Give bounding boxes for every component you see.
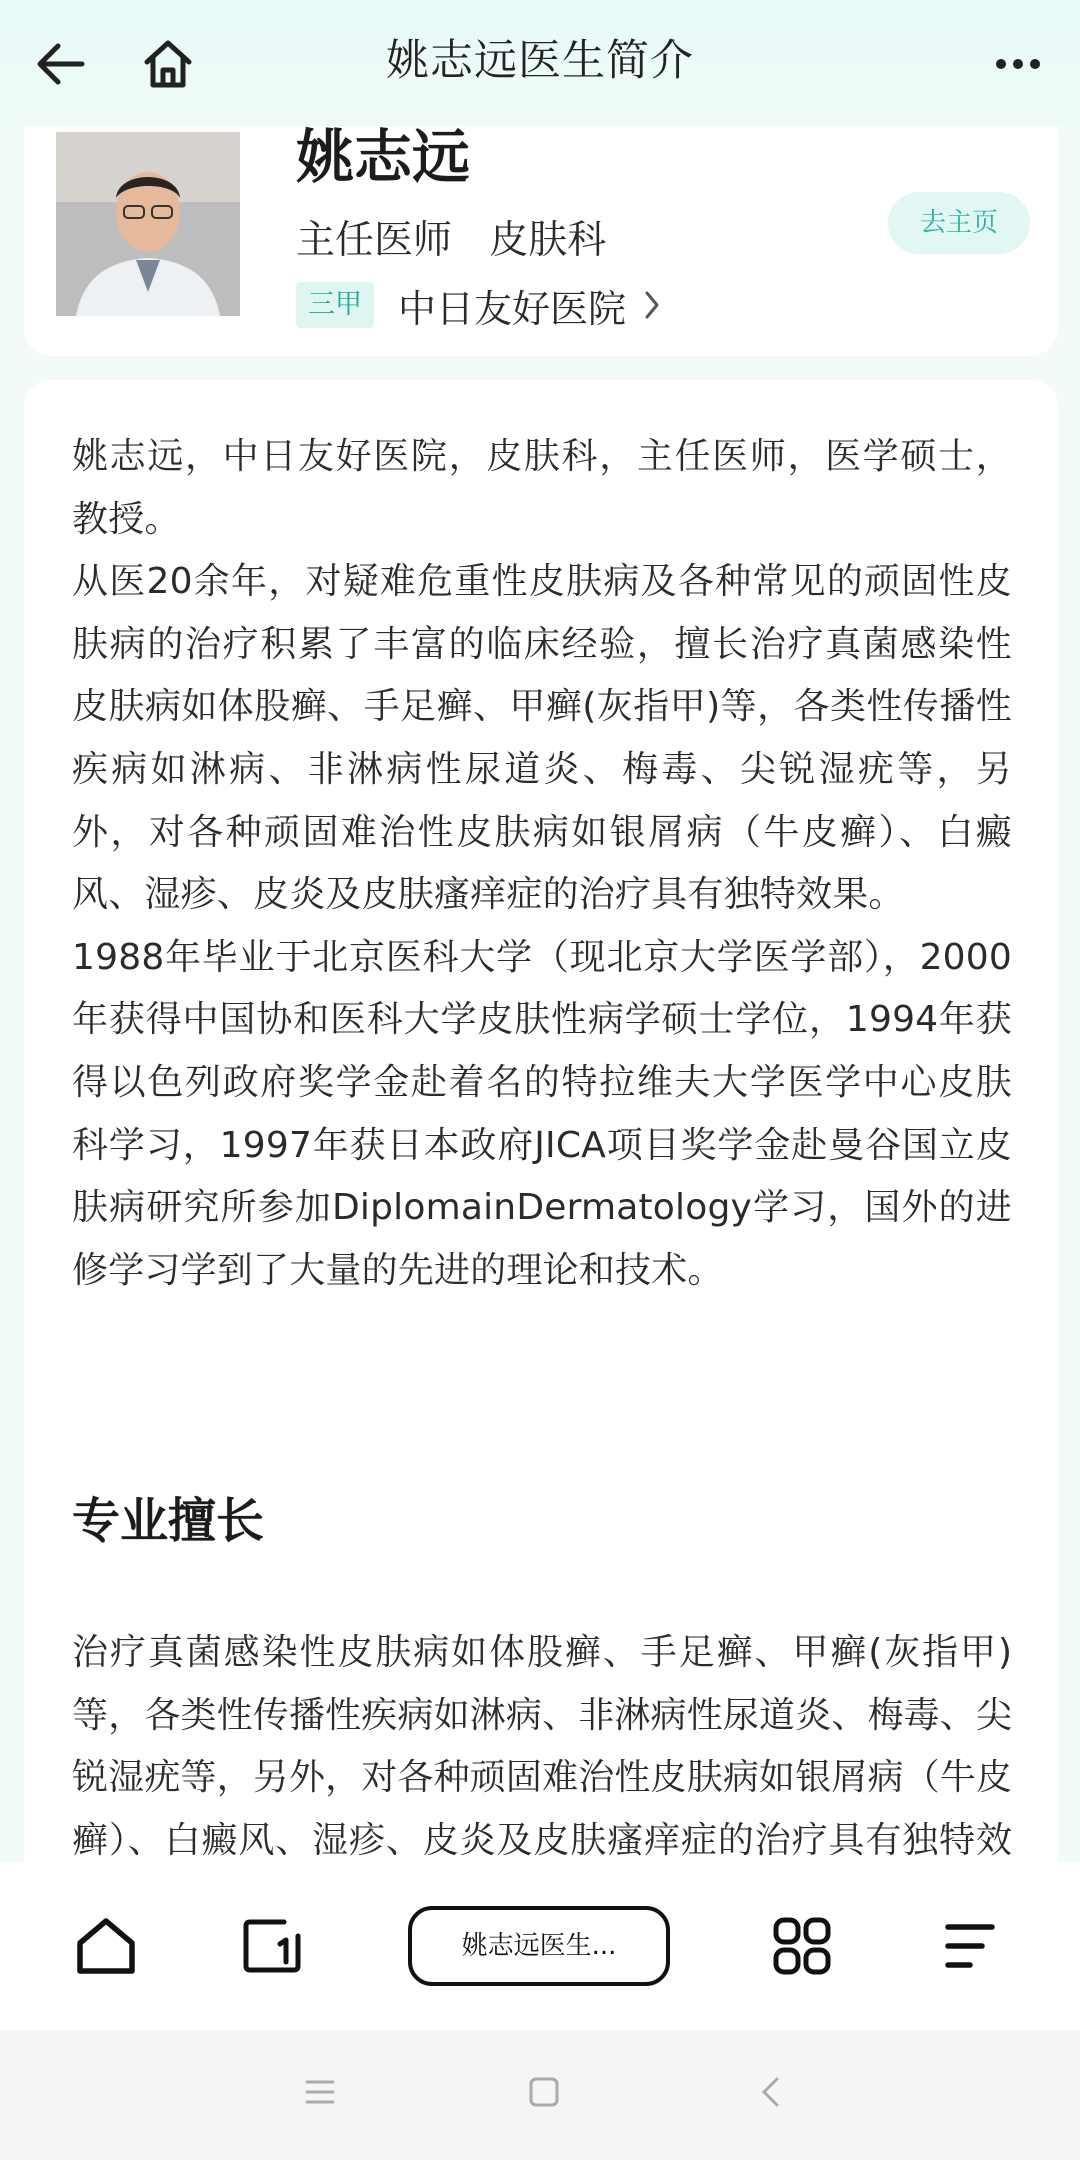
page-title: 姚志远医生简介 [386,36,694,86]
hospital-name: 中日友好医院 [398,286,627,331]
go-homepage-button[interactable]: 去主页 [888,192,1030,254]
doctor-intro-card [24,380,1058,1880]
grid-icon[interactable] [766,1910,838,1982]
recent-apps-icon[interactable] [290,2062,350,2122]
browser-toolbar [0,1862,1080,2030]
tabs-icon[interactable] [236,1910,308,1982]
system-home-icon[interactable] [514,2062,574,2122]
intro-paragraph: 姚志远，中日友好医院，皮肤科，主任医师，医学硕士，教授。 [72,436,1012,540]
doctor-profile-card [24,123,1058,356]
doctor-title-department: 主任医师 皮肤科 [296,218,607,263]
hospital-link[interactable] [296,278,660,332]
browser-home-icon[interactable] [70,1910,142,1982]
system-back-icon[interactable] [740,2062,800,2122]
intro-paragraph: 从医20余年，对疑难危重性皮肤病及各种常见的顽固性皮肤病的治疗积累了丰富的临床经验，擅长治疗真菌感染性皮肤病如体股癣、手足癣、甲癣(灰指甲)等，各类性传播性疾病如淋病、非淋病性尿道炎、梅毒、尖锐湿疣等，另外，对各种顽固难治性皮肤病如银屑病（牛皮癣）、白癜风、湿疹、皮炎及皮肤瘙痒症的治疗具有独特效果。 [72,561,1012,916]
top-bar [0,0,1080,126]
specialty-text: 治疗真菌感染性皮肤病如体股癣、手足癣、甲癣(灰指甲)等，各类性传播性疾病如淋病、非淋病性尿道炎、梅毒、尖锐湿疣等，另外，对各种顽固难治性皮肤病如银屑病（牛皮癣）、白癜风、湿疹、皮炎及皮肤瘙痒症的治疗具有独特效 [72,1632,1012,1861]
specialty-heading: 专业擅长 [72,1493,265,1549]
intro-paragraph: 1988年毕业于北京医科大学（现北京大学医学部），2000年获得中国协和医科大学皮肤性病学硕士学位，1994年获得以色列政府奖学金赴着名的特拉维夫大学医学中心皮肤科学习，1997年获日本政府JICA项目奖学金赴曼谷国立皮肤病研究所参加DiplomainDermatology学习，国外的进修学习学到了大量的先进的理论和技术。 [72,936,1012,1291]
more-options-icon[interactable] [982,28,1054,100]
current-tab-pill[interactable]: 姚志远医生... [408,1906,670,1986]
doctor-name: 姚志远 [296,123,471,191]
menu-lines-icon[interactable] [934,1910,1006,1982]
chevron-right-icon [644,290,660,320]
intro-text [72,426,1012,1302]
system-navigation-bar [0,2030,1080,2160]
hospital-level-badge: 三甲 [296,282,374,328]
doctor-avatar [56,132,240,316]
